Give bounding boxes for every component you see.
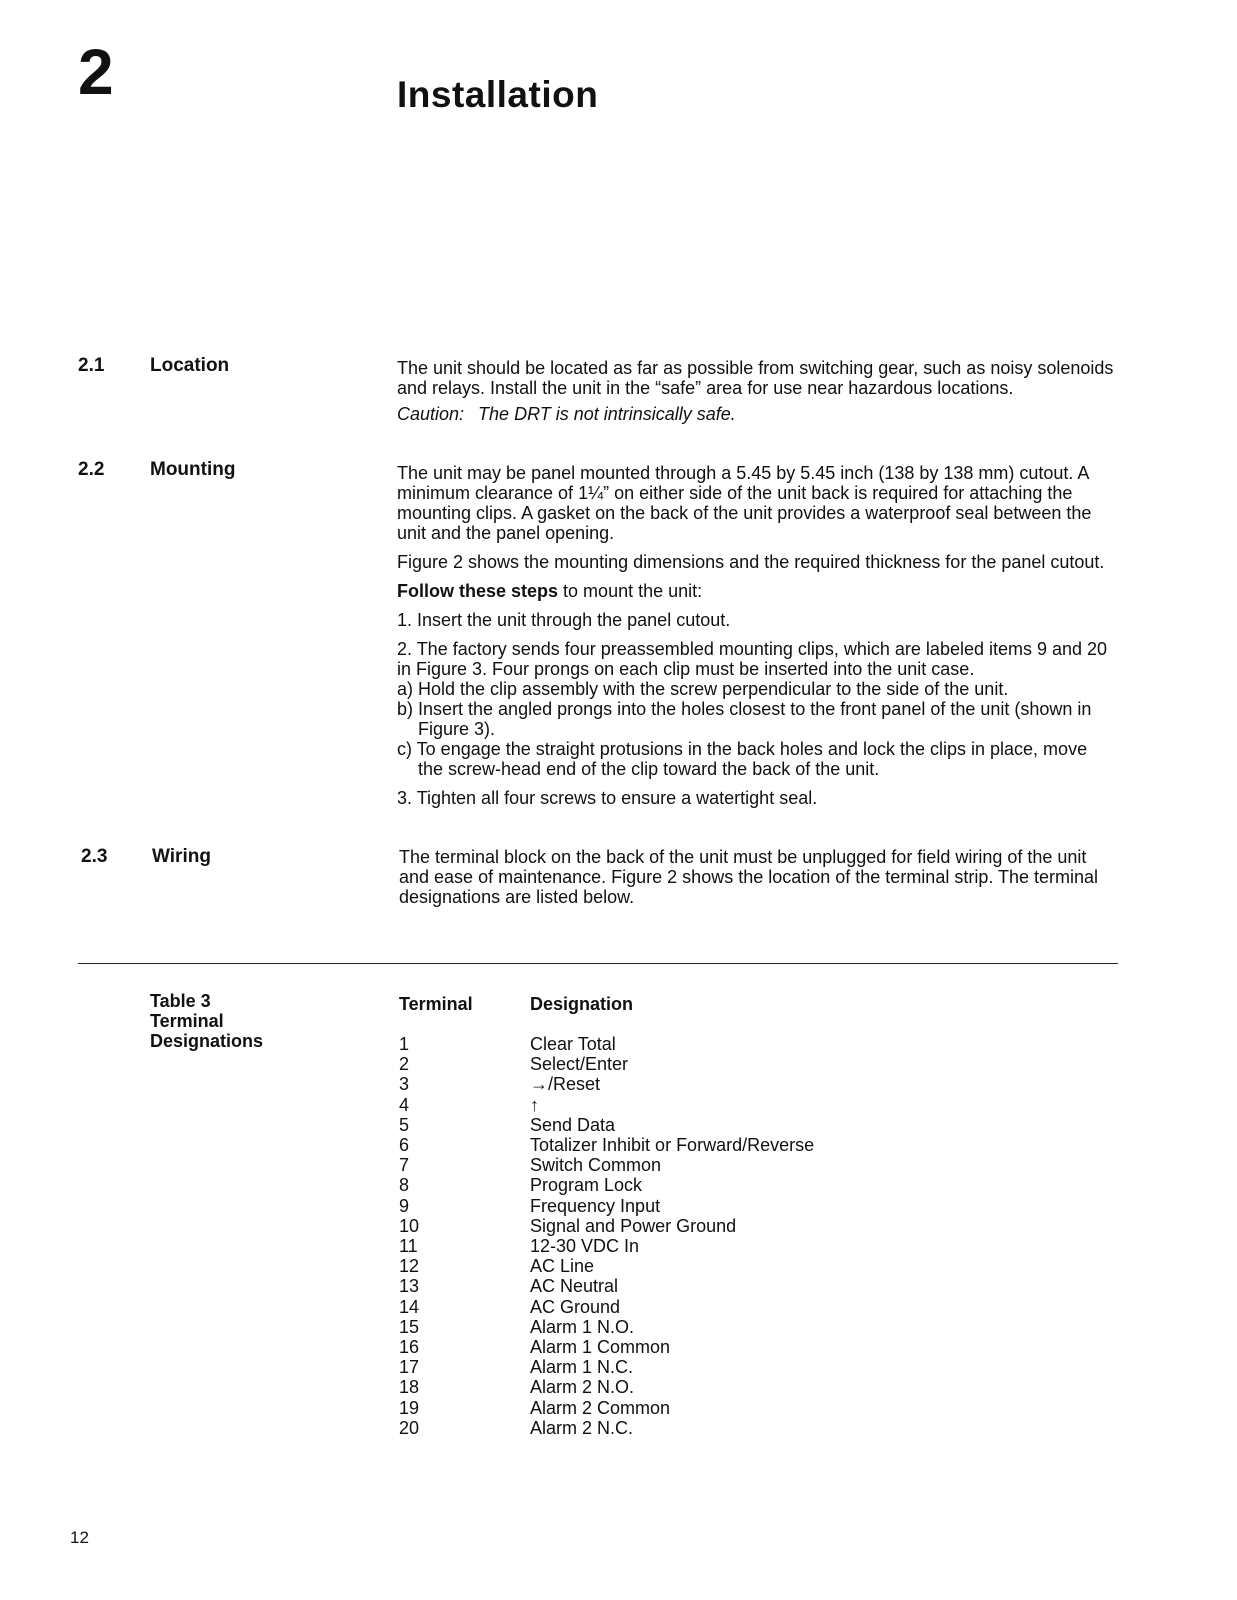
caution-note [397,404,1117,424]
step-2: 2. The factory sends four preassembled mounting clips, which are labeled items 9 and 20 in Figure 3. Four prongs on each clip must be inserted into the unit case. [397,639,1108,679]
table-cell-terminal: 2 [399,1054,410,1075]
table-cell-terminal: 12 [399,1256,420,1277]
table-cell-terminal: 7 [399,1155,410,1176]
step-2a: a) Hold the clip assembly with the screw perpendicular to the side of the unit. [397,679,1009,699]
table-cell-terminal: 6 [399,1135,410,1156]
step-2b: b) Insert the angled prongs into the holes closest to the front panel of the unit (shown in Figure 3). [397,699,1092,739]
mounting-paragraph-2: Figure 2 shows the mounting dimensions and the required thickness for the panel cutout. [397,552,1105,572]
table-cell-terminal: 18 [399,1377,420,1398]
section-number-wiring: 2.3 [81,846,108,867]
table-cell-terminal: 1 [399,1034,410,1054]
caution-label: Caution: [397,404,465,424]
step-2c: c) To engage the straight protusions in the back holes and lock the clips in place, move the screw-head end of the clip toward the back of the unit. [397,739,1088,779]
section-body-wiring [399,847,1119,907]
table-cell-terminal: 19 [399,1397,420,1418]
table-cell-designation: AC Ground [530,1296,621,1317]
table-caption [150,991,350,1051]
steps-lead-rest: to mount the unit: [558,581,703,601]
steps-lead-bold: Follow these steps [397,581,559,601]
table-cell-designation: Alarm 1 N.C. [530,1357,634,1378]
table-cell-designation: Program Lock [530,1175,643,1196]
table-cell-designation: Alarm 1 N.O. [530,1316,635,1337]
table-cell-designation: Clear Total [530,1034,616,1054]
table-cell-designation: AC Line [530,1256,595,1277]
table-cell-designation: Signal and Power Ground [530,1215,737,1236]
section-title-wiring: Wiring [152,846,211,867]
step-1: 1. Insert the unit through the panel cutout. [397,610,731,630]
table-header-designation: Designation [530,994,634,1014]
table-cell-terminal: 10 [399,1215,420,1236]
table-cell-terminal: 5 [399,1114,410,1135]
table-cell-designation: ↑ [530,1094,539,1115]
table-cell-terminal: 4 [399,1094,410,1115]
section-body-location [397,358,1117,433]
chapter-number: 2 [78,36,114,108]
table-cell-designation: Totalizer Inhibit or Forward/Reverse [530,1135,815,1156]
table-cell-designation: →/Reset [530,1074,601,1095]
section-number-location: 2.1 [78,355,105,376]
wiring-paragraph: The terminal block on the back of the unit must be unplugged for field wiring of the unit and ease of maintenance. Figure 2 shows the location of the terminal strip. The terminal designations are listed below. [399,847,1099,907]
table-cell-terminal: 9 [399,1195,410,1216]
section-title-location: Location [150,355,230,376]
table-header-terminal: Terminal [399,994,473,1014]
section-title-mounting: Mounting [150,459,236,480]
table-cell-designation: Alarm 2 Common [530,1397,671,1418]
table-cell-designation: 12-30 VDC In [530,1236,640,1257]
section-body-mounting [397,463,1117,808]
table-cell-terminal: 17 [399,1357,420,1378]
page-number: 12 [70,1528,89,1547]
table-cell-designation: Send Data [530,1114,616,1135]
table-cell-terminal: 14 [399,1296,420,1317]
steps-lead [397,581,1117,601]
section-divider [78,963,1118,964]
table-cell-terminal: 16 [399,1337,420,1358]
designation-column [530,1034,1130,1438]
mounting-paragraph-1: The unit may be panel mounted through a 5.45 by 5.45 inch (138 by 138 mm) cutout. A minimum clearance of 1¼” on either side of the unit back is required for attaching the mounting clips. A gasket on the back of the unit provides a waterproof seal between the unit and the panel opening. [397,463,1092,543]
table-cell-designation: Frequency Input [530,1195,661,1216]
table-cell-designation: AC Neutral [530,1276,619,1297]
table-cell-terminal: 15 [399,1316,420,1337]
section-number-mounting: 2.2 [78,459,105,480]
location-paragraph: The unit should be located as far as possible from switching gear, such as noisy solenoids and relays. Install the unit in the “safe” area for use near hazardous locations. [397,358,1114,398]
table-cell-terminal: 8 [399,1175,410,1196]
table-cell-designation: Alarm 2 N.C. [530,1417,634,1438]
table-caption-line: Designations [150,1031,264,1051]
table-cell-designation: Select/Enter [530,1054,629,1075]
table-caption-line: Terminal [150,1011,224,1031]
table-cell-designation: Switch Common [530,1155,662,1176]
table-cell-terminal: 20 [399,1417,420,1438]
table-cell-terminal: 11 [399,1236,418,1257]
chapter-title: Installation [397,74,599,115]
caution-text: The DRT is not intrinsically safe. [478,404,736,424]
table-caption-line: Table 3 [150,991,211,1011]
step-3: 3. Tighten all four screws to ensure a watertight seal. [397,788,818,808]
table-cell-terminal: 3 [399,1074,410,1095]
terminal-column [399,1034,509,1438]
table-cell-terminal: 13 [399,1276,420,1297]
table-cell-designation: Alarm 1 Common [530,1337,671,1358]
table-cell-designation: Alarm 2 N.O. [530,1377,635,1398]
